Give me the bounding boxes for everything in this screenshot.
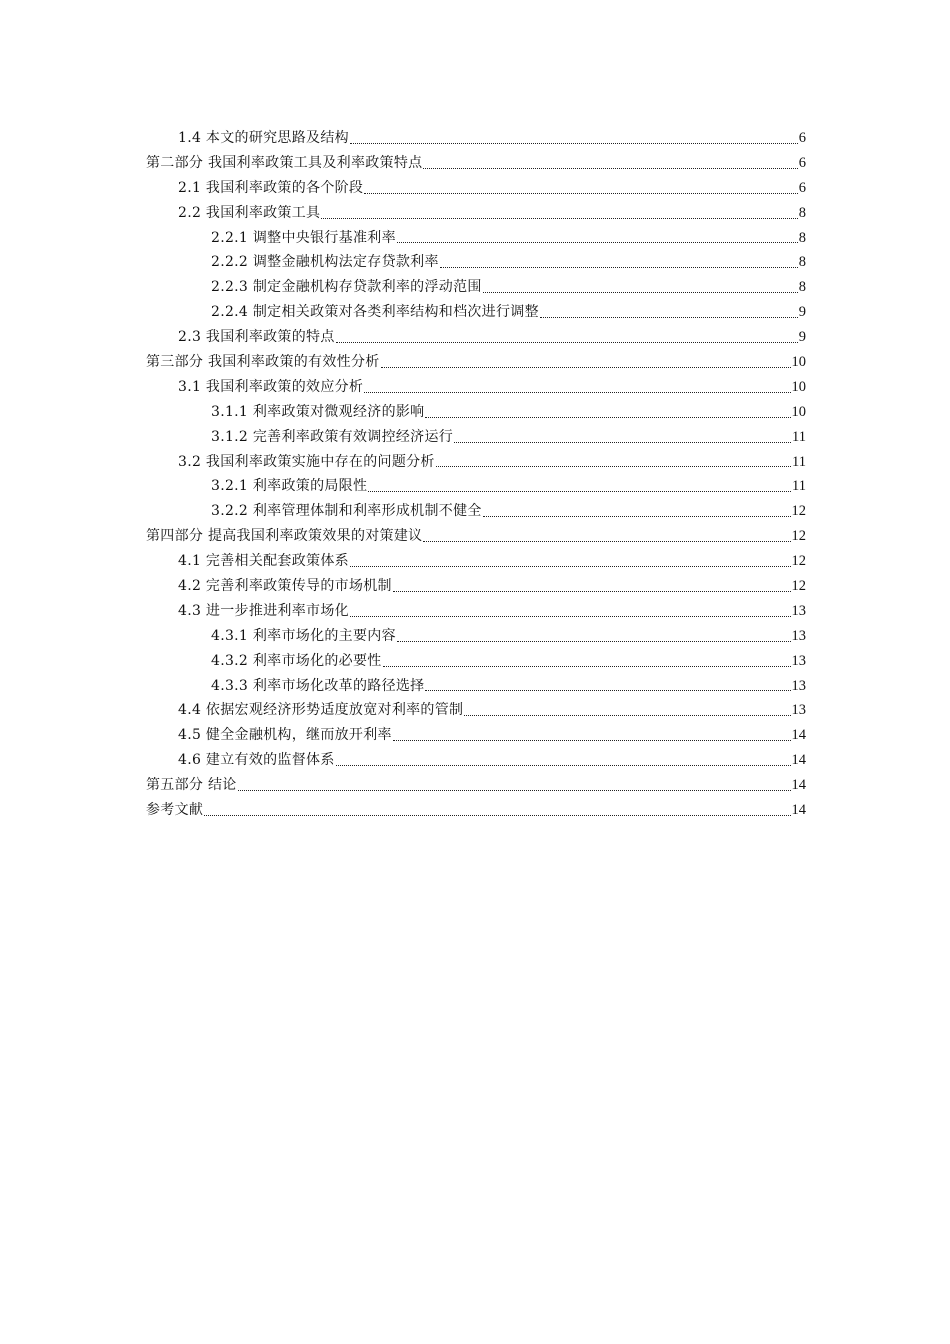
toc-entry-title: 3.2.1 利率政策的局限性 xyxy=(211,478,368,495)
toc-entry[interactable] xyxy=(146,574,806,599)
toc-entry-page: 11 xyxy=(792,428,806,445)
toc-entry[interactable] xyxy=(146,151,806,176)
toc-entry-page: 12 xyxy=(791,503,806,520)
toc-dot-leader xyxy=(350,615,791,617)
toc-entry[interactable] xyxy=(146,250,806,275)
toc-entry-title: 1.4 本文的研究思路及结构 xyxy=(178,129,349,146)
toc-entry-page: 11 xyxy=(792,453,806,470)
toc-entry-title: 4.6 建立有效的监督体系 xyxy=(178,752,335,769)
toc-entry-page: 13 xyxy=(791,627,806,644)
toc-entry[interactable] xyxy=(146,549,806,574)
toc-entry-page: 8 xyxy=(798,204,806,221)
toc-entry-title: 3.1 我国利率政策的效应分析 xyxy=(178,378,364,395)
toc-entry-page: 12 xyxy=(791,528,806,545)
toc-entry-page: 14 xyxy=(791,752,806,769)
toc-entry-title: 第五部分 结论 xyxy=(146,777,237,794)
toc-entry[interactable] xyxy=(146,325,806,350)
toc-entry[interactable] xyxy=(146,649,806,674)
toc-entry[interactable] xyxy=(146,126,806,151)
toc-entry[interactable] xyxy=(146,176,806,201)
table-of-contents xyxy=(146,126,806,823)
toc-dot-leader xyxy=(393,739,791,741)
toc-entry[interactable] xyxy=(146,599,806,624)
toc-entry-title: 4.2 完善利率政策传导的市场机制 xyxy=(178,578,392,595)
toc-dot-leader xyxy=(397,640,791,642)
toc-dot-leader xyxy=(464,714,790,716)
toc-entry[interactable] xyxy=(146,275,806,300)
toc-entry[interactable] xyxy=(146,226,806,251)
toc-entry[interactable] xyxy=(146,624,806,649)
toc-dot-leader xyxy=(204,814,790,816)
toc-entry-title: 3.2 我国利率政策实施中存在的问题分析 xyxy=(178,453,435,470)
toc-entry-title: 3.1.1 利率政策对微观经济的影响 xyxy=(211,403,425,420)
toc-entry-page: 8 xyxy=(798,279,806,296)
toc-entry-page: 8 xyxy=(798,229,806,246)
toc-entry-title: 参考文献 xyxy=(146,802,204,819)
toc-entry-page: 10 xyxy=(791,354,806,370)
toc-entry[interactable] xyxy=(146,300,806,325)
toc-entry[interactable] xyxy=(146,450,806,475)
toc-dot-leader xyxy=(383,665,791,667)
toc-entry[interactable] xyxy=(146,748,806,773)
toc-entry[interactable] xyxy=(146,674,806,699)
toc-dot-leader xyxy=(454,441,791,443)
toc-entry-page: 13 xyxy=(791,702,806,719)
toc-entry[interactable] xyxy=(146,400,806,425)
toc-entry[interactable] xyxy=(146,201,806,226)
toc-dot-leader xyxy=(397,241,798,243)
toc-dot-leader xyxy=(336,341,798,343)
toc-entry-title: 4.3 进一步推进利率市场化 xyxy=(178,602,349,619)
toc-entry-title: 第三部分 我国利率政策的有效性分析 xyxy=(146,354,380,370)
toc-entry-page: 9 xyxy=(798,304,806,321)
toc-entry[interactable] xyxy=(146,499,806,524)
toc-entry-title: 4.1 完善相关配套政策体系 xyxy=(178,553,349,570)
toc-entry-page: 13 xyxy=(791,652,806,669)
toc-entry[interactable] xyxy=(146,698,806,723)
toc-dot-leader xyxy=(350,142,798,144)
toc-entry[interactable] xyxy=(146,375,806,400)
toc-entry-title: 4.3.1 利率市场化的主要内容 xyxy=(211,627,396,644)
toc-entry-page: 14 xyxy=(791,727,806,744)
toc-dot-leader xyxy=(540,316,798,318)
toc-entry[interactable] xyxy=(146,350,806,375)
toc-entry[interactable] xyxy=(146,474,806,499)
toc-entry-title: 2.2.2 调整金融机构法定存贷款利率 xyxy=(211,254,439,271)
toc-dot-leader xyxy=(423,167,797,169)
toc-dot-leader xyxy=(425,689,790,691)
toc-entry-page: 12 xyxy=(791,553,806,570)
toc-dot-leader xyxy=(483,291,798,293)
toc-entry-title: 第四部分 提高我国利率政策效果的对策建议 xyxy=(146,528,423,545)
toc-entry-page: 6 xyxy=(798,129,806,146)
toc-dot-leader xyxy=(440,266,798,268)
toc-entry-page: 6 xyxy=(798,154,806,171)
toc-entry-title: 3.2.2 利率管理体制和利率形成机制不健全 xyxy=(211,503,482,520)
toc-entry-page: 10 xyxy=(791,403,806,420)
toc-entry-page: 14 xyxy=(791,802,806,819)
toc-entry-title: 2.2 我国利率政策工具 xyxy=(178,204,321,221)
toc-entry-page: 11 xyxy=(792,478,806,495)
toc-dot-leader xyxy=(425,416,790,418)
toc-dot-leader xyxy=(336,764,791,766)
toc-dot-leader xyxy=(381,366,791,368)
toc-dot-leader xyxy=(423,540,790,542)
toc-entry-title: 2.2.3 制定金融机构存贷款利率的浮动范围 xyxy=(211,279,482,296)
toc-entry-page: 6 xyxy=(798,179,806,196)
toc-dot-leader xyxy=(238,789,791,791)
toc-dot-leader xyxy=(364,391,790,393)
toc-entry-page: 8 xyxy=(798,254,806,271)
toc-entry-title: 2.3 我国利率政策的特点 xyxy=(178,329,335,346)
toc-entry-title: 2.1 我国利率政策的各个阶段 xyxy=(178,179,364,196)
toc-dot-leader xyxy=(436,465,791,467)
toc-entry-title: 4.4 依据宏观经济形势适度放宽对利率的管制 xyxy=(178,702,464,719)
toc-entry-page: 13 xyxy=(791,602,806,619)
toc-entry-title: 4.3.3 利率市场化改革的路径选择 xyxy=(211,677,425,694)
toc-dot-leader xyxy=(350,565,791,567)
toc-dot-leader xyxy=(483,515,791,517)
toc-entry[interactable] xyxy=(146,773,806,798)
toc-dot-leader xyxy=(364,192,798,194)
toc-entry-page: 12 xyxy=(791,578,806,595)
toc-dot-leader xyxy=(393,590,791,592)
toc-entry-page: 14 xyxy=(791,777,806,794)
toc-entry-title: 2.2.1 调整中央银行基准利率 xyxy=(211,229,396,246)
toc-entry-title: 2.2.4 制定相关政策对各类利率结构和档次进行调整 xyxy=(211,304,539,321)
toc-entry-page: 9 xyxy=(798,329,806,346)
toc-entry[interactable] xyxy=(146,524,806,549)
toc-entry-title: 4.3.2 利率市场化的必要性 xyxy=(211,652,382,669)
toc-entry[interactable] xyxy=(146,798,806,823)
toc-entry[interactable] xyxy=(146,425,806,450)
toc-entry-title: 3.1.2 完善利率政策有效调控经济运行 xyxy=(211,428,454,445)
toc-dot-leader xyxy=(368,490,791,492)
toc-entry[interactable] xyxy=(146,723,806,748)
toc-entry-page: 13 xyxy=(791,677,806,694)
toc-entry-title: 第二部分 我国利率政策工具及利率政策特点 xyxy=(146,154,423,171)
toc-dot-leader xyxy=(321,217,797,219)
toc-entry-page: 10 xyxy=(791,378,806,395)
toc-entry-title: 4.5 健全金融机构，继而放开利率 xyxy=(178,727,392,744)
